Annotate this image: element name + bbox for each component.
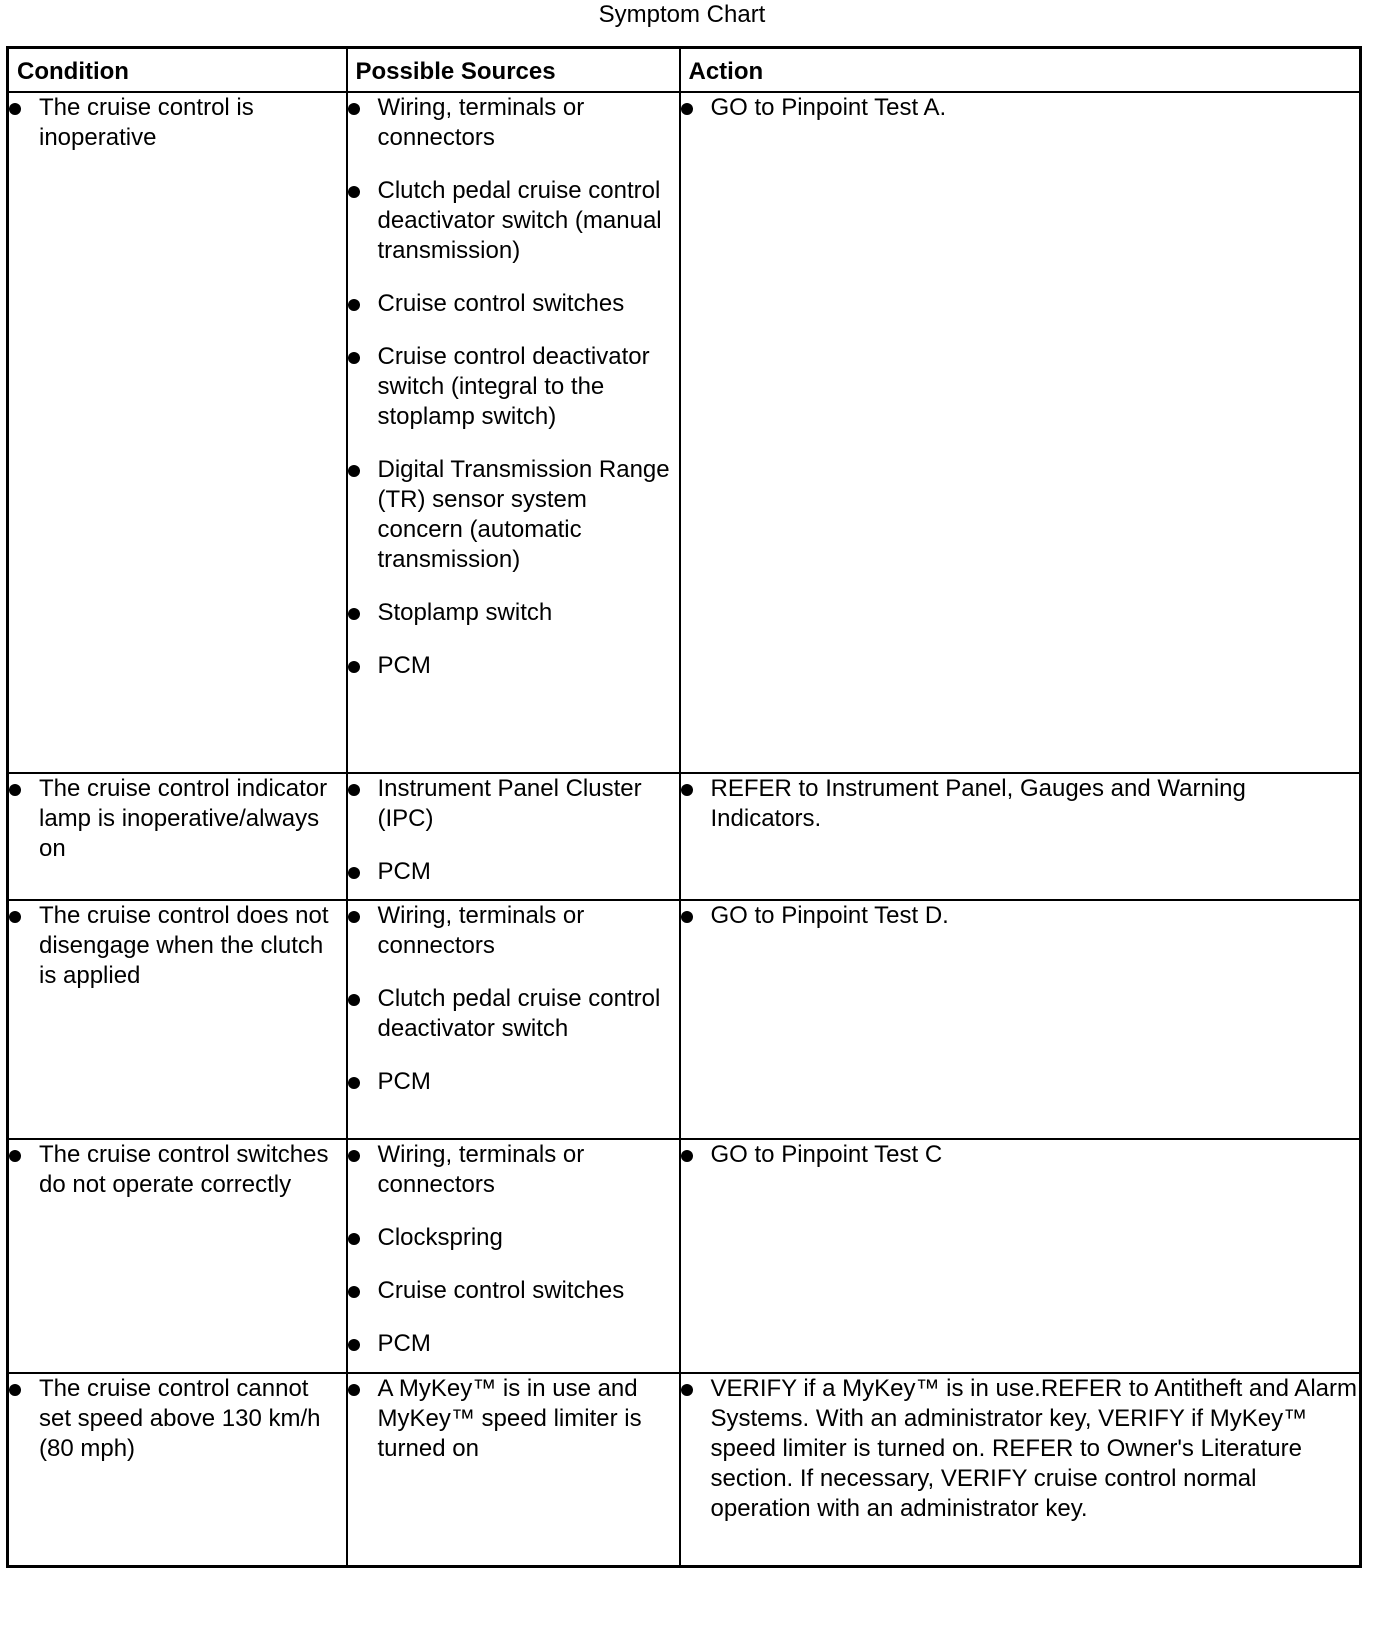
source-item: Stoplamp switch <box>348 598 679 628</box>
header-action: Action <box>680 48 1361 92</box>
action-text: VERIFY if a MyKey™ is in use.REFER to Antitheft and Alarm Systems. With an administrator key, VERIFY if MyKey™ speed limiter is turned on. REFER to Owner's Literature section. If necessary, VERIFY cruise control normal operation with an administrator key. <box>681 1374 1360 1524</box>
condition-text: The cruise control does not disengage when the clutch is applied <box>9 901 346 991</box>
action-cell <box>680 1139 1361 1373</box>
sources-cell <box>347 773 680 900</box>
table-row <box>8 92 1361 773</box>
table-row <box>8 1373 1361 1567</box>
page-title: Symptom Chart <box>598 1 766 28</box>
source-item: A MyKey™ is in use and MyKey™ speed limiter is turned on <box>348 1374 679 1464</box>
source-item: PCM <box>348 651 679 681</box>
source-item: Clutch pedal cruise control deactivator switch (manual transmission) <box>348 176 679 266</box>
condition-cell <box>8 1373 347 1567</box>
source-item: PCM <box>348 1329 679 1359</box>
action-text: GO to Pinpoint Test A. <box>681 93 1360 123</box>
condition-text: The cruise control switches do not operate correctly <box>9 1140 346 1200</box>
table-row <box>8 900 1361 1139</box>
source-item: Cruise control switches <box>348 1276 679 1306</box>
action-cell <box>680 1373 1361 1567</box>
condition-cell <box>8 1139 347 1373</box>
source-item: Clockspring <box>348 1223 679 1253</box>
sources-cell <box>347 1373 680 1567</box>
table-row <box>8 1139 1361 1373</box>
header-row <box>8 48 1361 92</box>
source-item: Instrument Panel Cluster (IPC) <box>348 774 679 834</box>
source-item: Wiring, terminals or connectors <box>348 1140 679 1200</box>
action-text: GO to Pinpoint Test C <box>681 1140 1360 1170</box>
source-item: PCM <box>348 857 679 887</box>
action-cell <box>680 900 1361 1139</box>
table-row <box>8 773 1361 900</box>
condition-cell <box>8 92 347 773</box>
header-possible-sources: Possible Sources <box>347 48 680 92</box>
action-text: REFER to Instrument Panel, Gauges and Warning Indicators. <box>681 774 1360 834</box>
sources-cell <box>347 92 680 773</box>
sources-cell <box>347 1139 680 1373</box>
action-cell <box>680 92 1361 773</box>
header-condition: Condition <box>8 48 347 92</box>
condition-cell <box>8 900 347 1139</box>
source-item: Wiring, terminals or connectors <box>348 93 679 153</box>
symptom-chart-table <box>6 46 1362 1568</box>
source-item: Digital Transmission Range (TR) sensor system concern (automatic transmission) <box>348 455 679 575</box>
source-item: Clutch pedal cruise control deactivator switch <box>348 984 679 1044</box>
action-cell <box>680 773 1361 900</box>
condition-cell <box>8 773 347 900</box>
condition-text: The cruise control is inoperative <box>9 93 346 153</box>
source-item: Wiring, terminals or connectors <box>348 901 679 961</box>
source-item: PCM <box>348 1067 679 1097</box>
condition-text: The cruise control cannot set speed above 130 km/h (80 mph) <box>9 1374 346 1464</box>
source-item: Cruise control switches <box>348 289 679 319</box>
sources-cell <box>347 900 680 1139</box>
action-text: GO to Pinpoint Test D. <box>681 901 1360 931</box>
condition-text: The cruise control indicator lamp is inoperative/always on <box>9 774 346 864</box>
source-item: Cruise control deactivator switch (integral to the stoplamp switch) <box>348 342 679 432</box>
